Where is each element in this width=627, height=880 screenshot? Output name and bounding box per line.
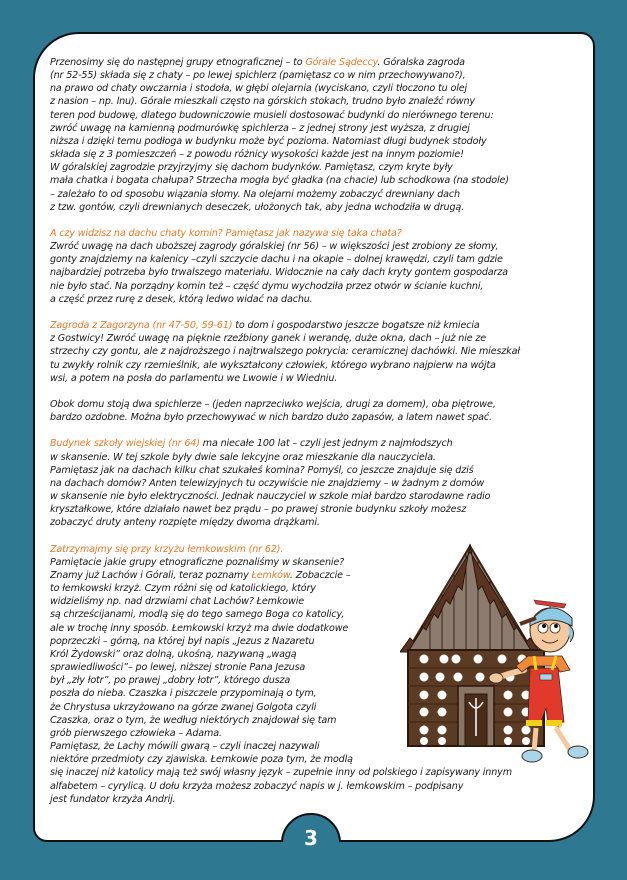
highlight-szkola: Budynek szkoły wiejskiej (nr 64) xyxy=(50,438,200,450)
paragraph-szkola: Budynek szkoły wiejskiej (nr 64) ma niecałe 100 lat – czyli jest jednym z najmłodszych w skansenie. W tej szkole były dwie sale lekcyjne oraz mieszkanie dla nauczyciela. Pamiętasz jak na dachach kilku chat szukałeś komina? Pomyśl, co jeszcze znajduje się dziś na dachach domów? Anten telewizyjnych tu oczywiście nie znajdziemy – w żadnym z domów w skansenie nie było elektryczności. Jednak nauczyciel w szkole miał bardzo starodawne radio kryształkowe, które działało nawet bez prądu – po prawej stronie budynku szkoły możesz zobaczyć druty anteny rozpięte między dwoma drążkami. xyxy=(50,438,491,529)
paragraph-spichlerze: Obok domu stoją dwa spichlerze – (jeden naprzeciwko wejścia, drugi za domem), oba piętrowe, bardzo ozdobne. Można było przechowywać w nich bardzo dużo zapasów, a latem nawet spać. xyxy=(50,399,496,424)
paragraph-krzyz-lemkowski: Zatrzymajmy się przy krzyżu łemkowskim (nr 62). Pamiętacie jakie grupy etnograficzne poznaliśmy w skansenie? Znamy już Lachów i Górali, teraz poznamy Łemków. Zobaczcie – to łemkowski krzyż. Czym różni się od katolickiego, który widzieliśmy np. nad drzwiami chat Lachów? Łemkowie są chrześcijanami, modlą się do tego samego Boga co katolicy, ale w trochę inny sposób. Łemkowski krzyż ma dwie dodatkowe poprzeczki – górną, na której był napis „Jezus z Nazaretu Król Żydowski” oraz dolną, ukośną, nazywaną „wagą sprawiedliwości”– po lewej, niższej stronie Pana Jezusa był „zły łotr”, po prawej „dobry łotr”, którego dusza poszła do nieba. Czaszka i piszczele przypominają o tym, że Chrystusa ukrzyżowano na górze zwanej Golgota czyli Czaszka, oraz o tym, że według niektórych znajdował się tam grób pierwszego człowieka – Adama. Pamiętasz, że Lachy mówili gwarą – czyli inaczej nazywali niektóre przedmioty czy zjawiska. Łemkowie poza tym, że modlą xyxy=(50,543,353,766)
paragraph-krzyz-lemkowski-end: się inaczej niż katolicy mają też swój własny język – zupełnie inny od polskiego i zapisywany innym alfabetem – cyrylicą. U dołu krzyża możesz zobaczyć napis w j. łemkowskim – podpisany jest fundator krzyża Andrij. xyxy=(50,767,512,805)
highlight-gorale-sadeccy: Górale Sądeccy xyxy=(305,57,378,68)
page-number: 3 xyxy=(304,826,318,850)
heading-krzyz-lemkowski: Zatrzymajmy się przy krzyżu łemkowskim (nr 62). xyxy=(50,543,284,555)
wooden-hut-icon xyxy=(400,544,544,746)
highlight-zagorzyn: Zagroda z Zagorzyna (nr 47-50, 59-61) xyxy=(50,320,233,332)
paragraph-gorale-sadeccy: Przenosimy się do następnej grupy etnograficznej – to Górale Sądeccy. Góralska zagroda (nr 52-55) składa się z chaty – po lewej spichlerz (pamiętasz co w nim przechowywano?), na prawo od chaty owczarnia i stodoła, w głębi olejarnia (wyciskano, czyli tłoczono tu olej z nasion – np. lnu). Górale mieszkali często na górskich stokach, trudno było znaleźć równy teren pod budowę, dlatego budowniczowie musieli dostosować budynki do nierównego terenu: zwróć uwagę na kamienną podmurówkę spichlerza – z jednej strony jest wyższa, z drugiej niższa i dzięki temu podłoga w budynku może być pozioma. Natomiast długi budynek stodoły składa się z 3 pomieszczeń – z powodu różnicy wysokości każde jest na innym poziomie! W góralskiej zagrodzie przyjrzyjmy się dachom budynków. Pamiętasz, czym kryte były mała chatka i bogata chałupa? Strzecha mogła być gładka (na chacie) lub schodkowa (na stodole) – zależało to od sposobu wiązania słomy. Na olejarni możemy zobaczyć drewniany dach z tzw. gontów, czyli drewnianych deseczek, ułożonych tak, aby jedna wchodziła w drugą. xyxy=(50,57,509,213)
paragraph-zagorzyn: Zagroda z Zagorzyna (nr 47-50, 59-61) to dom i gospodarstwo jeszcze bogatsze niż kmiecia z Gostwicy! Zwróć uwagę na pięknie rzeźbiony ganek i werandę, duże okna, dach – już nie ze strzechy czy gontu, ale z najdroższego i najtrwalszego pokrycia: ceramicznej dachówki. Nie mieszkał tu zwykły rolnik czy rzemieślnik, ale wykształcony człowiek, którego wybrano najpierw na wójta wsi, a potem na posła do parlamentu we Lwowie i w Wiedniu. xyxy=(50,320,520,384)
illustration xyxy=(400,538,600,770)
highlight-lemkow: Łemków xyxy=(251,570,290,582)
heading-komin: A czy widzisz na dachu chaty komin? Pamiętasz jak nazywa się taka chata? xyxy=(50,228,402,240)
paragraph-komin: A czy widzisz na dachu chaty komin? Pamiętasz jak nazywa się taka chata? Zwróć uwagę na dach uboższej zagrody góralskiej (nr 56) – w większości jest zrobiony ze słomy, gonty znajdziemy na kalenicy –czyli szczycie dachu i na okapie – dolnej krawędzi, czyli tam gdzie najbardziej potrzeba było trwalszego materiału. Widocznie na cały dach kryty gontem gospodarza nie było stać. Na porządny komin też – część dymu wychodziła przez otwór w ścianie kuchni, a część przez rurę z desek, którą ledwo widać na dachu. xyxy=(50,228,508,305)
